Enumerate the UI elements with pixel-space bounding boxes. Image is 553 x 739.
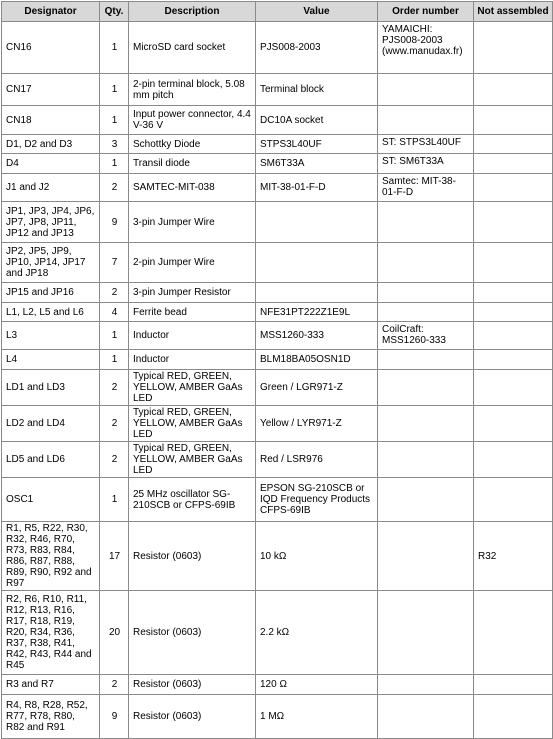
qty-cell: 1 <box>100 350 129 370</box>
description-cell: 2-pin terminal block, 5.08 mm pitch <box>129 74 256 106</box>
description-cell: 3-pin Jumper Resistor <box>129 283 256 303</box>
value-cell: STPS3L40UF <box>256 135 378 154</box>
qty-cell: 2 <box>100 442 129 478</box>
qty-cell: 2 <box>100 283 129 303</box>
table-row <box>2 522 553 591</box>
designator-cell: LD1 and LD3 <box>2 370 100 406</box>
not-assembled-cell <box>474 478 553 522</box>
not-assembled-cell <box>474 406 553 442</box>
description-cell: Transil diode <box>129 154 256 174</box>
qty-cell: 7 <box>100 243 129 283</box>
qty-cell: 9 <box>100 202 129 243</box>
designator-cell: CN17 <box>2 74 100 106</box>
designator-cell: CN18 <box>2 106 100 135</box>
order-number-cell <box>378 303 474 322</box>
description-cell: Resistor (0603) <box>129 591 256 675</box>
value-cell: MIT-38-01-F-D <box>256 174 378 202</box>
not-assembled-cell <box>474 283 553 303</box>
order-number-cell: CoilCraft: MSS1260-333 <box>378 322 474 350</box>
designator-cell: CN16 <box>2 22 100 74</box>
qty-cell: 1 <box>100 322 129 350</box>
order-number-cell: ST: SM6T33A <box>378 154 474 174</box>
header-order-number: Order number <box>378 2 474 22</box>
order-number-cell <box>378 202 474 243</box>
header-not-assembled: Not assembled <box>474 2 553 22</box>
value-cell: 2.2 kΩ <box>256 591 378 675</box>
table-row <box>2 202 553 243</box>
description-cell: Ferrite bead <box>129 303 256 322</box>
qty-cell: 1 <box>100 106 129 135</box>
value-cell <box>256 283 378 303</box>
order-number-cell <box>378 74 474 106</box>
description-cell: Input power connector, 4.4 V-36 V <box>129 106 256 135</box>
table-row <box>2 154 553 174</box>
value-cell: EPSON SG-210SCB or IQD Frequency Products CFPS-69IB <box>256 478 378 522</box>
description-cell: Inductor <box>129 350 256 370</box>
value-cell: Red / LSR976 <box>256 442 378 478</box>
order-number-cell <box>378 370 474 406</box>
value-cell: DC10A socket <box>256 106 378 135</box>
designator-cell: LD5 and LD6 <box>2 442 100 478</box>
designator-cell: L4 <box>2 350 100 370</box>
order-number-cell <box>378 283 474 303</box>
description-cell: Inductor <box>129 322 256 350</box>
order-number-cell <box>378 522 474 591</box>
header-designator: Designator <box>2 2 100 22</box>
not-assembled-cell <box>474 74 553 106</box>
order-number-cell <box>378 243 474 283</box>
value-cell: NFE31PT222Z1E9L <box>256 303 378 322</box>
qty-cell: 2 <box>100 406 129 442</box>
not-assembled-cell <box>474 350 553 370</box>
designator-cell: R3 and R7 <box>2 675 100 695</box>
not-assembled-cell <box>474 106 553 135</box>
not-assembled-cell: R32 <box>474 522 553 591</box>
not-assembled-cell <box>474 591 553 675</box>
description-cell: 25 MHz oscillator SG-210SCB or CFPS-69IB <box>129 478 256 522</box>
order-number-cell <box>378 350 474 370</box>
not-assembled-cell <box>474 135 553 154</box>
qty-cell: 2 <box>100 174 129 202</box>
order-number-cell <box>378 695 474 739</box>
not-assembled-cell <box>474 322 553 350</box>
designator-cell: D1, D2 and D3 <box>2 135 100 154</box>
designator-cell: L1, L2, L5 and L6 <box>2 303 100 322</box>
description-cell: Resistor (0603) <box>129 522 256 591</box>
header-value: Value <box>256 2 378 22</box>
designator-cell: LD2 and LD4 <box>2 406 100 442</box>
not-assembled-cell <box>474 695 553 739</box>
description-cell: MicroSD card socket <box>129 22 256 74</box>
not-assembled-cell <box>474 303 553 322</box>
qty-cell: 9 <box>100 695 129 739</box>
header-qty: Qty. <box>100 2 129 22</box>
value-cell: PJS008-2003 <box>256 22 378 74</box>
designator-cell: L3 <box>2 322 100 350</box>
not-assembled-cell <box>474 22 553 74</box>
designator-cell: JP15 and JP16 <box>2 283 100 303</box>
value-cell: Terminal block <box>256 74 378 106</box>
table-row <box>2 370 553 406</box>
description-cell: Typical RED, GREEN, YELLOW, AMBER GaAs LED <box>129 406 256 442</box>
order-number-cell: Samtec: MIT-38-01-F-D <box>378 174 474 202</box>
designator-cell: D4 <box>2 154 100 174</box>
description-cell: SAMTEC-MIT-038 <box>129 174 256 202</box>
order-number-cell <box>378 106 474 135</box>
value-cell: Yellow / LYR971-Z <box>256 406 378 442</box>
order-number-cell <box>378 406 474 442</box>
header-description: Description <box>129 2 256 22</box>
table-row <box>2 695 553 739</box>
description-cell: 3-pin Jumper Wire <box>129 202 256 243</box>
not-assembled-cell <box>474 442 553 478</box>
table-row <box>2 303 553 322</box>
table-row <box>2 106 553 135</box>
qty-cell: 1 <box>100 154 129 174</box>
qty-cell: 20 <box>100 591 129 675</box>
designator-cell: JP2, JP5, JP9, JP10, JP14, JP17 and JP18 <box>2 243 100 283</box>
order-number-cell <box>378 675 474 695</box>
designator-cell: JP1, JP3, JP4, JP6, JP7, JP8, JP11, JP12 and JP13 <box>2 202 100 243</box>
description-cell: Typical RED, GREEN, YELLOW, AMBER GaAs LED <box>129 442 256 478</box>
not-assembled-cell <box>474 370 553 406</box>
description-cell: Resistor (0603) <box>129 695 256 739</box>
table-row <box>2 406 553 442</box>
not-assembled-cell <box>474 202 553 243</box>
order-number-cell <box>378 442 474 478</box>
not-assembled-cell <box>474 154 553 174</box>
table-row <box>2 243 553 283</box>
order-number-cell <box>378 591 474 675</box>
table-row <box>2 22 553 74</box>
bom-body <box>2 22 553 739</box>
qty-cell: 1 <box>100 22 129 74</box>
table-row <box>2 442 553 478</box>
order-number-cell <box>378 478 474 522</box>
designator-cell: R2, R6, R10, R11, R12, R13, R16, R17, R18, R19, R20, R34, R36, R37, R38, R41, R42, R43, R44 and R45 <box>2 591 100 675</box>
order-number-cell: YAMAICHI: PJS008-2003 (www.manudax.fr) <box>378 22 474 74</box>
table-row <box>2 74 553 106</box>
table-row <box>2 322 553 350</box>
table-row <box>2 478 553 522</box>
qty-cell: 2 <box>100 370 129 406</box>
designator-cell: OSC1 <box>2 478 100 522</box>
qty-cell: 4 <box>100 303 129 322</box>
table-row <box>2 675 553 695</box>
description-cell: Typical RED, GREEN, YELLOW, AMBER GaAs LED <box>129 370 256 406</box>
designator-cell: J1 and J2 <box>2 174 100 202</box>
header-row <box>2 2 553 22</box>
designator-cell: R1, R5, R22, R30, R32, R46, R70, R73, R83, R84, R86, R87, R88, R89, R90, R92 and R97 <box>2 522 100 591</box>
value-cell: MSS1260-333 <box>256 322 378 350</box>
description-cell: Schottky Diode <box>129 135 256 154</box>
value-cell <box>256 243 378 283</box>
qty-cell: 2 <box>100 675 129 695</box>
not-assembled-cell <box>474 243 553 283</box>
value-cell: Green / LGR971-Z <box>256 370 378 406</box>
table-row <box>2 283 553 303</box>
table-row <box>2 174 553 202</box>
qty-cell: 1 <box>100 478 129 522</box>
value-cell: BLM18BA05OSN1D <box>256 350 378 370</box>
not-assembled-cell <box>474 675 553 695</box>
value-cell: 10 kΩ <box>256 522 378 591</box>
qty-cell: 1 <box>100 74 129 106</box>
description-cell: Resistor (0603) <box>129 675 256 695</box>
qty-cell: 3 <box>100 135 129 154</box>
designator-cell: R4, R8, R28, R52, R77, R78, R80, R82 and R91 <box>2 695 100 739</box>
qty-cell: 17 <box>100 522 129 591</box>
value-cell <box>256 202 378 243</box>
order-number-cell: ST: STPS3L40UF <box>378 135 474 154</box>
description-cell: 2-pin Jumper Wire <box>129 243 256 283</box>
value-cell: SM6T33A <box>256 154 378 174</box>
table-row <box>2 591 553 675</box>
not-assembled-cell <box>474 174 553 202</box>
value-cell: 1 MΩ <box>256 695 378 739</box>
table-row <box>2 350 553 370</box>
value-cell: 120 Ω <box>256 675 378 695</box>
bom-table <box>1 1 553 739</box>
table-row <box>2 135 553 154</box>
